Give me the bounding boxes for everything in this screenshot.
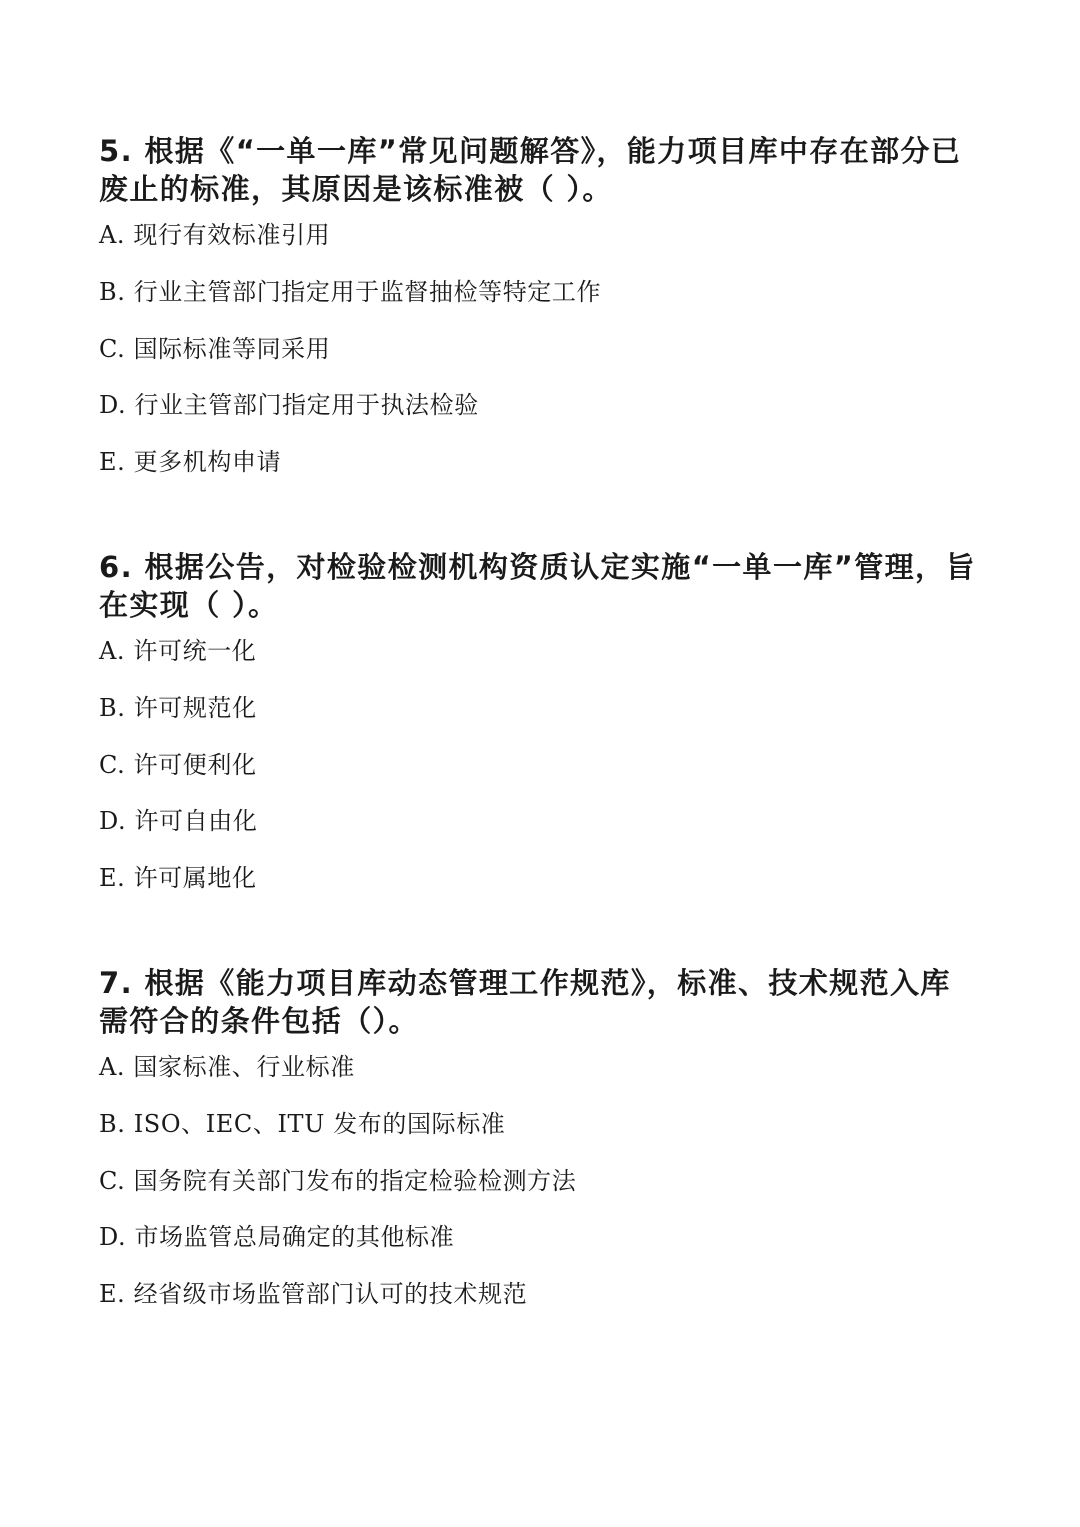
option-a: A. 许可统一化 xyxy=(99,637,257,665)
question-6 xyxy=(99,548,979,920)
option-d: D. 市场监管总局确定的其他标准 xyxy=(99,1223,455,1252)
option-list xyxy=(99,220,979,477)
option-b: B. ISO、IEC、ITU 发布的国际标准 xyxy=(99,1109,506,1138)
option-d: D. 许可自由化 xyxy=(99,807,258,836)
option-c: C. 国务院有关部门发布的指定检验检测方法 xyxy=(99,1166,577,1195)
question-7 xyxy=(99,964,979,1336)
option-e: E. 许可属地化 xyxy=(99,864,257,893)
option-list xyxy=(99,636,979,893)
option-b: B. 许可规范化 xyxy=(99,693,257,722)
option-c: C. 国际标准等同采用 xyxy=(99,334,331,363)
option-a: A. 国家标准、行业标准 xyxy=(99,1053,355,1081)
option-b: B. 行业主管部门指定用于监督抽检等特定工作 xyxy=(99,277,602,306)
option-e: E. 更多机构申请 xyxy=(99,448,282,477)
option-list xyxy=(99,1052,979,1309)
question-5 xyxy=(99,132,979,504)
option-c: C. 许可便利化 xyxy=(99,750,257,779)
option-a: A. 现行有效标准引用 xyxy=(99,221,331,249)
question-text: 6. 根据公告，对检验检测机构资质认定实施“一单一库”管理，旨在实现（ ）。 xyxy=(99,550,976,622)
option-e: E. 经省级市场监管部门认可的技术规范 xyxy=(99,1280,528,1309)
question-text: 7. 根据《能力项目库动态管理工作规范》，标准、技术规范入库需符合的条件包括（）。 xyxy=(99,966,951,1038)
question-text: 5. 根据《“一单一库”常见问题解答》，能力项目库中存在部分已废止的标准，其原因是该标准被（ ）。 xyxy=(99,134,962,206)
option-d: D. 行业主管部门指定用于执法检验 xyxy=(99,391,479,420)
